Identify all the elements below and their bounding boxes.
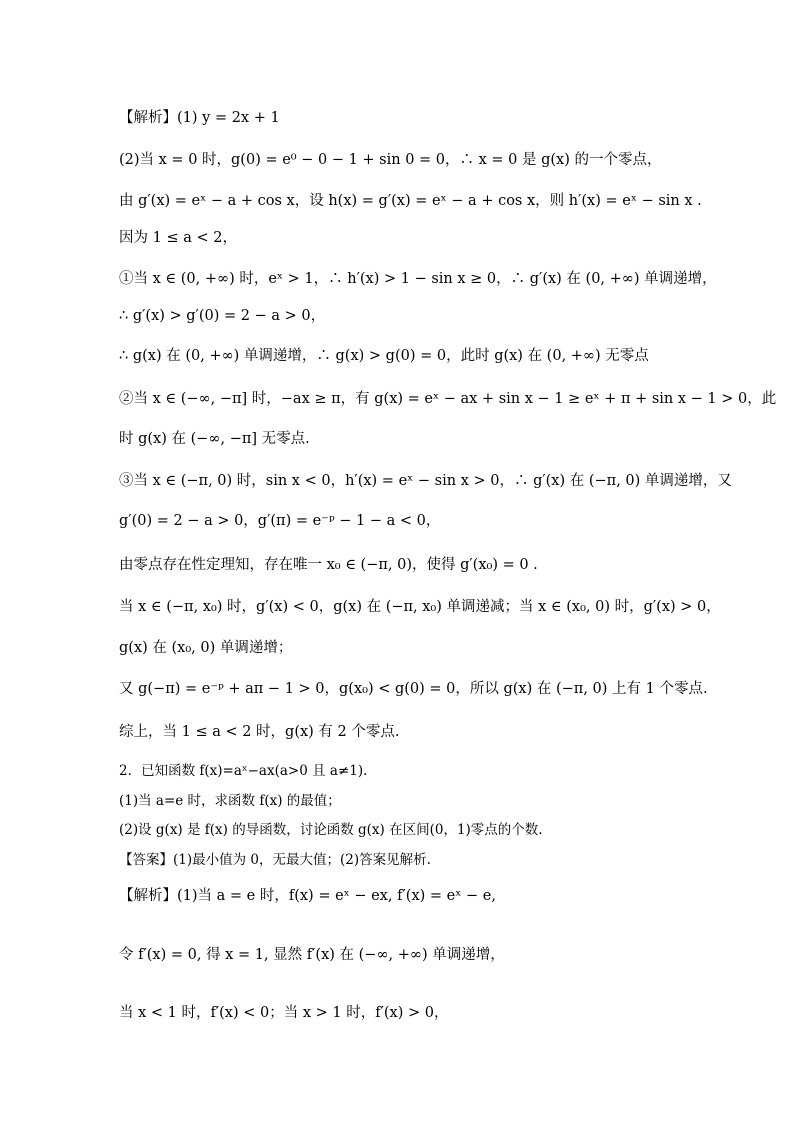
text-line: 由 g′(x) = eˣ − a + cos x，设 h(x) = g′(x) = eˣ − a + cos x，则 h′(x) = eˣ − sin x . [119,193,702,209]
text-line: ∴ g(x) 在 (0, +∞) 单调递增，∴ g(x) > g(0) = 0，此时 g(x) 在 (0, +∞) 无零点 [119,348,649,364]
text-line: g′(0) = 2 − a > 0，g′(π) = e⁻ᵖ − 1 − a < 0， [119,513,441,529]
text-line: 当 x ∈ (−π, x₀) 时，g′(x) < 0，g(x) 在 (−π, x₀) 单调递减；当 x ∈ (x₀, 0) 时，g′(x) > 0， [119,599,721,615]
text-line: 综上，当 1 ≤ a < 2 时，g(x) 有 2 个零点. [119,724,400,740]
text-line: 由零点存在性定理知，存在唯一 x₀ ∈ (−π, 0)，使得 g′(x₀) = 0 . [119,557,538,573]
text-line: 又 g(−π) = e⁻ᵖ + aπ − 1 > 0，g(x₀) < g(0) = 0，所以 g(x) 在 (−π, 0) 上有 1 个零点. [119,681,708,697]
text-line: 当 x < 1 时，f′(x) < 0；当 x > 1 时，f′(x) > 0， [119,1005,449,1021]
analysis-heading-line: 【解析】(1) y = 2x + 1 [119,110,280,126]
answer-line: 【答案】(1)最小值为 0，无最大值；(2)答案见解析. [119,852,431,868]
text-line: (2)当 x = 0 时，g(0) = e⁰ − 0 − 1 + sin 0 = 0，∴ x = 0 是 g(x) 的一个零点， [119,152,662,168]
problem-part-line: (1)当 a=e 时，求函数 f(x) 的最值； [119,793,341,809]
text-line: ②当 x ∈ (−∞, −π] 时，−ax ≥ π，有 g(x) = eˣ − ax + sin x − 1 ≥ eˣ + π + sin x − 1 > 0，此 [119,391,777,407]
analysis-heading-line: 【解析】(1)当 a = e 时，f(x) = eˣ − ex, f′(x) = eˣ − e, [119,888,496,904]
text-line: g(x) 在 (x₀, 0) 单调递增； [119,640,293,656]
text-line: 因为 1 ≤ a < 2， [119,230,237,246]
text-line: ③当 x ∈ (−π, 0) 时，sin x < 0，h′(x) = eˣ − sin x > 0，∴ g′(x) 在 (−π, 0) 单调递增，又 [119,473,732,489]
problem-statement-line: 2．已知函数 f(x)=aˣ−ax(a>0 且 a≠1). [119,763,368,779]
text-line: ∴ g′(x) > g′(0) = 2 − a > 0， [119,308,326,324]
text-line: ①当 x ∈ (0, +∞) 时，eˣ > 1，∴ h′(x) > 1 − sin x ≥ 0，∴ g′(x) 在 (0, +∞) 单调递增， [119,271,717,287]
problem-part-line: (2)设 g(x) 是 f(x) 的导函数，讨论函数 g(x) 在区间(0，1)零点的个数. [119,822,543,838]
text-line: 令 f′(x) = 0, 得 x = 1, 显然 f′(x) 在 (−∞, +∞) 单调递增， [119,947,505,963]
text-line: 时 g(x) 在 (−∞, −π] 无零点. [119,431,310,447]
